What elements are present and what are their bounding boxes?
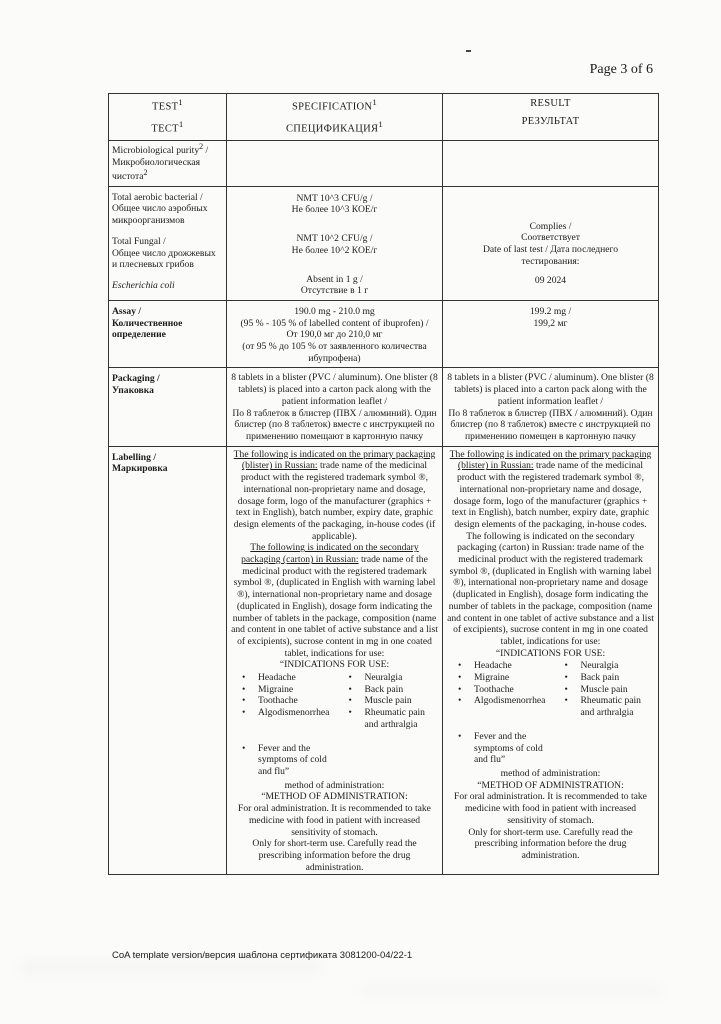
list-item: • Toothache [446,684,549,696]
list-item: • Migraine [446,672,549,684]
scan-smudge [360,985,660,997]
micro-tests-row [109,186,659,300]
assay-result: 199.2 mg / 199,2 мг [443,300,659,368]
micro-specs: NMT 10^3 CFU/g / Не более 10^3 КОЕ/г NMT 10^2 CFU/g / Не более 10^2 КОЕ/г Absent in 1 g / Отсутствие в 1 г [227,186,443,300]
micro-result: Complies / Соответствует Date of last test / Дата последнего тестирования: 09 2024 [443,186,659,300]
list-item: • Headache [446,660,549,672]
packaging-row [109,368,659,446]
header-specification: SPECIFICATION$^1$ СПЕЦИФИКАЦИЯ$^1$ [227,94,443,141]
scan-smudge [20,960,320,974]
labelling-label: Labelling / Маркировка [109,446,227,875]
coa-table [108,93,659,875]
packaging-result: 8 tablets in a blister (PVC / aluminum). One blister (8 tablets) is placed into a carton pack along with the patient information leaflet / По 8 таблеток в блистер (ПВХ / алюминий). Один блистер (по 8 таблеток) вместе с инструкцией по применению помещен в картонную пачку [443,368,659,446]
labelling-row [109,446,659,875]
list-item: • Fever and the symptoms of cold and flu” [230,743,338,778]
list-item: • Back pain [553,672,656,684]
list-item: • Toothache [230,695,333,707]
list-item: • Back pain [337,684,440,696]
header-result: RESULT РЕЗУЛЬТАТ [443,94,659,141]
packaging-spec: 8 tablets in a blister (PVC / aluminum). One blister (8 tablets) is placed into a carton pack along with the patient information leaflet / По 8 таблеток в блистер (ПВХ / алюминий). Один блистер (по 8 таблеток) вместе с инструкцией по применению помещают в картонную пачку [227,368,443,446]
list-item: • Algodismenorrhea [446,695,549,707]
list-item: • Muscle pain [337,695,440,707]
list-item: • Algodismenorrhea [230,707,333,719]
list-item: • Headache [230,672,333,684]
assay-spec: 190.0 mg - 210.0 mg (95 % - 105 % of labelled content of ibuprofen) / От 190,0 мг до 210,0 мг (от 95 % до 105 % от заявленного количества ибупрофена) [227,300,443,368]
list-item: • Muscle pain [553,684,656,696]
packaging-label: Packaging / Упаковка [109,368,227,446]
scan-mark [466,50,471,52]
micro-title-row [109,140,659,186]
result-indications [446,660,655,719]
header-row [109,94,659,141]
list-item: • Fever and the symptoms of cold and flu” [446,731,554,766]
micro-test-names: Total aerobic bacterial / Общее число аэробных микроорганизмов Total Fungal / Общее число дрожжевых и плесневых грибов Escherichia coli [109,186,227,300]
labelling-spec: The following is indicated on the primary packaging (blister) in Russian: trade name of the medicinal product with the registered trademark symbol ®, international non-proprietary name and dosage, dosage form, logo of the manufacturer (graphics + text in English), batch number, expiry date, graphic design elements of the packaging, in-house codes (if applicable). The following is indicated on the secondary packaging (carton) in Russian: trade name of the medicinal product with the registered trademark symbol ®, (duplicated in English with warning label ®), international non-proprietary name and dosage (duplicated in English), dosage form indicating the number of tablets in the package, composition (name and content in one tablet of active substance and a list of excipients), sucrose content in mg in one coated tablet, indications for use: “INDICATIONS FOR USE: • Headache • Migraine • Toothache • Algodismenorrhea • Neuralgia • Back pain • Muscle pain • Rheumatic pain and arthralgia • Fever and the symptoms of cold and flu” method of administration: “METHOD OF ADMINISTRATION: For oral administration. It is recommended to take medicine with food in patient with increased sensitivity of stomach. Only for short-term use. Carefully read the prescribing information before the drug administration. [227,446,443,875]
page-number: Page 3 of 6 [589,62,653,77]
list-item: • Neuralgia [337,672,440,684]
labelling-result: The following is indicated on the primary packaging (blister) in Russian: trade name of the medicinal product with the registered trademark symbol ®, international non-proprietary name and dosage, dosage form, logo of the manufacturer (graphics + text in English), batch number, expiry date, graphic design elements of the packaging, in-house codes. The following is indicated on the secondary packaging (carton) in Russian: trade name of the medicinal product with the registered trademark symbol ®, (duplicated in English with warning label ®), international non-proprietary name and dosage (duplicated in English), dosage form indicating the number of tablets in the package, composition (name and content in one tablet of active substance and a list of excipients), sucrose content in mg in one coated tablet, indications for use: “INDICATIONS FOR USE: • Headache • Migraine • Toothache • Algodismenorrhea • Neuralgia • Back pain • Muscle pain • Rheumatic pain and arthralgia • Fever and the symptoms of cold and flu” method of administration: “METHOD OF ADMINISTRATION: For oral administration. It is recommended to take medicine with food in patient with increased sensitivity of stomach. Only for short-term use. Carefully read the prescribing information before the drug administration. [443,446,659,875]
header-test: TEST$^1$ ТЕСТ$^1$ [109,94,227,141]
micro-title: Microbiological purity$^2$ / Микробиологическая чистота$^2$ [109,140,227,186]
footer-template-version: CoA template version/версия шаблона сертификата 3081200-04/22-1 [112,950,413,961]
list-item: • Rheumatic pain and arthralgia [337,707,440,730]
list-item: • Rheumatic pain and arthralgia [553,695,656,718]
list-item: • Neuralgia [553,660,656,672]
list-item: • Migraine [230,684,333,696]
spec-indications [230,672,439,731]
assay-label: Assay / Количественное определение [109,300,227,368]
assay-row [109,300,659,368]
